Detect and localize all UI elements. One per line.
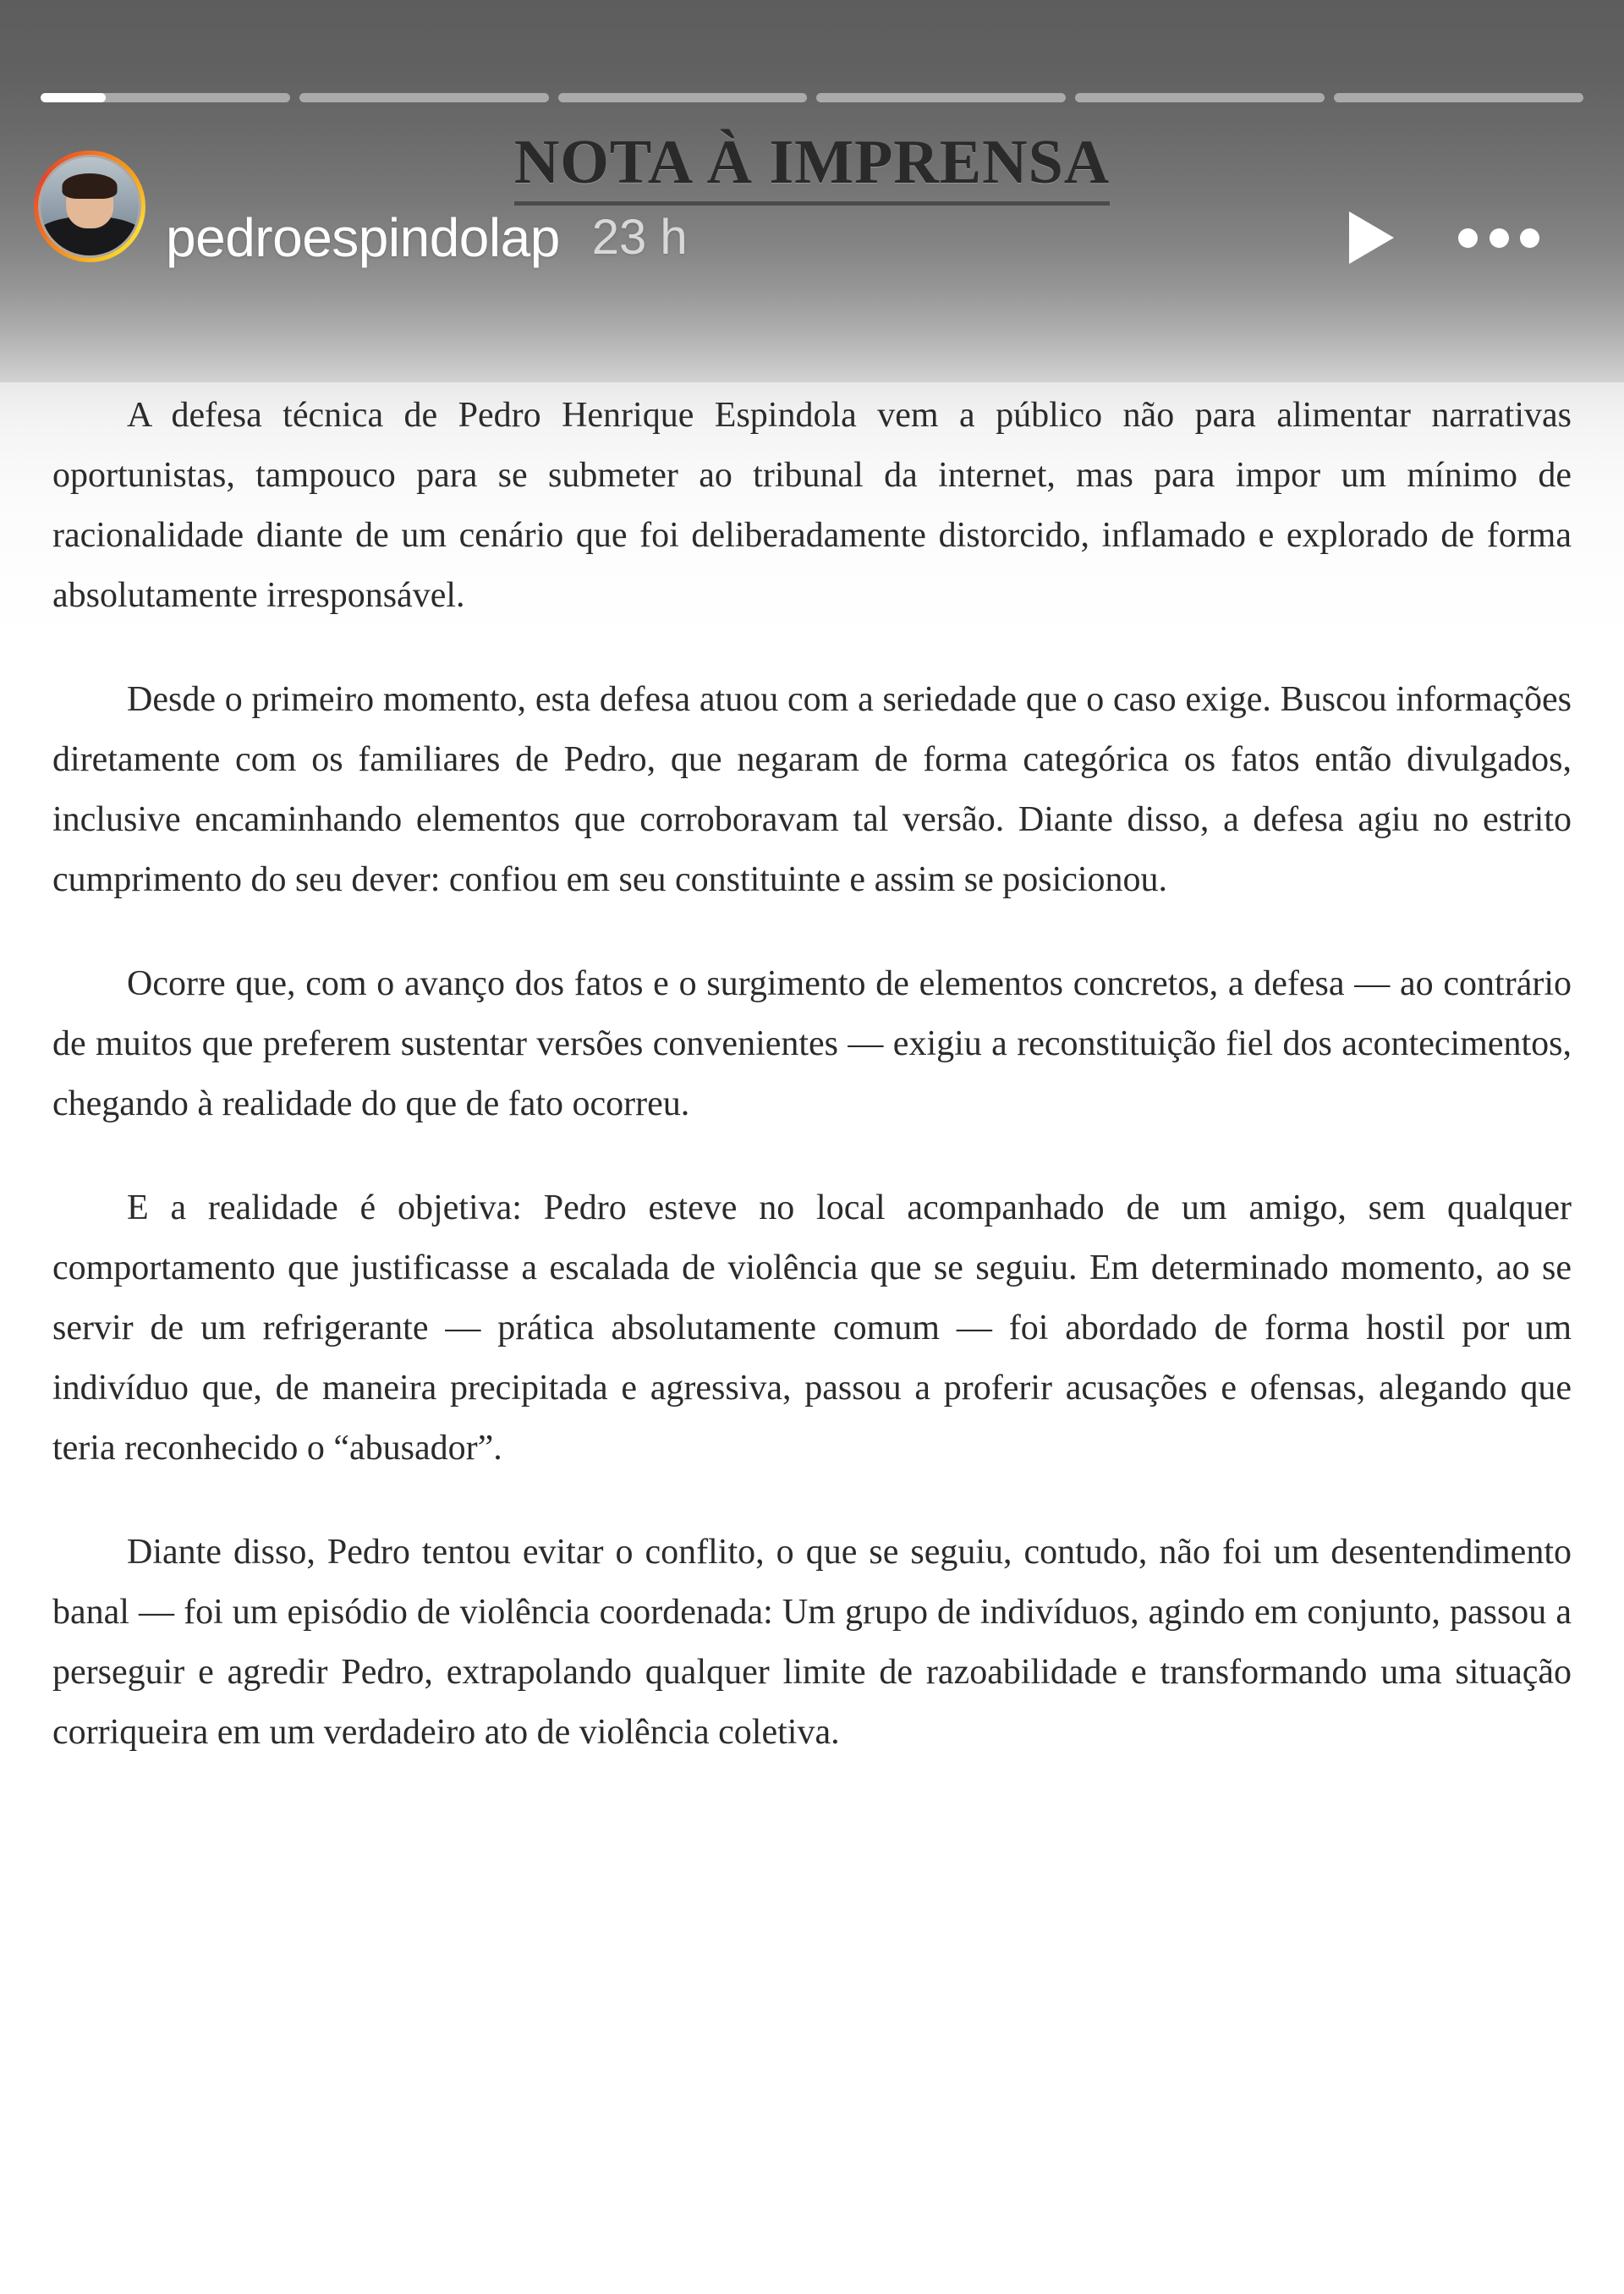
avatar-image: [38, 155, 141, 258]
more-dot: [1520, 228, 1539, 248]
more-options-icon[interactable]: [1458, 226, 1539, 250]
progress-segment[interactable]: [558, 93, 808, 102]
progress-segment[interactable]: [816, 93, 1066, 102]
press-release-document: [0, 364, 1624, 2294]
progress-segment[interactable]: [1334, 93, 1583, 102]
page-title: [0, 127, 1624, 199]
progress-segment[interactable]: [1075, 93, 1325, 102]
avatar-hair: [63, 173, 118, 199]
document-paragraph: Desde o primeiro momento, esta defesa atuou com a seriedade que o caso exige. Buscou informações diretamente com os familiares de Pedro, que negaram de forma categórica os fatos então divulgados, inclusive encaminhando elementos que corroboravam tal versão. Diante disso, a defesa agiu no estrito cumprimento do seu dever: confiou em seu constituinte e assim se posicionou.: [52, 680, 1572, 899]
username-label[interactable]: pedroespindolap: [166, 207, 560, 268]
document-paragraph: Ocorre que, com o avanço dos fatos e o surgimento de elementos concretos, a defesa — ao contrário de muitos que preferem sustentar versões convenientes — exigiu a reconstituição fiel dos acontecimentos, chegando à realidade do que de fato ocorreu.: [52, 964, 1572, 1123]
progress-segment[interactable]: [299, 93, 549, 102]
document-paragraph: Diante disso, Pedro tentou evitar o conflito, o que se seguiu, contudo, não foi um desentendimento banal — foi um episódio de violência coordenada: Um grupo de indivíduos, agindo em conjunto, passou a perseguir e agredir Pedro, extrapolando qualquer limite de razoabilidade e transformando uma situação corriqueira em um verdadeiro ato de violência coletiva.: [52, 1533, 1572, 1752]
more-dot: [1458, 228, 1478, 248]
progress-segment[interactable]: [41, 93, 290, 102]
timestamp-label: 23 h: [591, 210, 688, 265]
avatar[interactable]: [34, 151, 145, 262]
document-paragraph: E a realidade é objetiva: Pedro esteve no local acompanhado de um amigo, sem qualquer comportamento que justificasse a escalada de violência que se seguiu. Em determinado momento, ao se servir de um refrigerante — prática absolutamente comum — foi abordado de forma hostil por um indivíduo que, de maneira precipitada e agressiva, passou a proferir acusações e ofensas, alegando que teria reconhecido o “abusador”.: [52, 1188, 1572, 1468]
story-header-meta: [166, 200, 1587, 276]
play-icon[interactable]: [1345, 209, 1397, 266]
story-progress-bar: [41, 93, 1583, 102]
document-paragraph: A defesa técnica de Pedro Henrique Espindola vem a público não para alimentar narrativas oportunistas, tampouco para se submeter ao tribunal da internet, mas para impor um mínimo de racionalidade diante de um cenário que foi deliberadamente distorcido, inflamado e explorado de forma absolutamente irresponsável.: [52, 396, 1572, 615]
page-title-text: NOTA À IMPRENSA: [514, 128, 1110, 206]
progress-segment-fill: [41, 93, 106, 102]
more-dot: [1490, 228, 1509, 248]
